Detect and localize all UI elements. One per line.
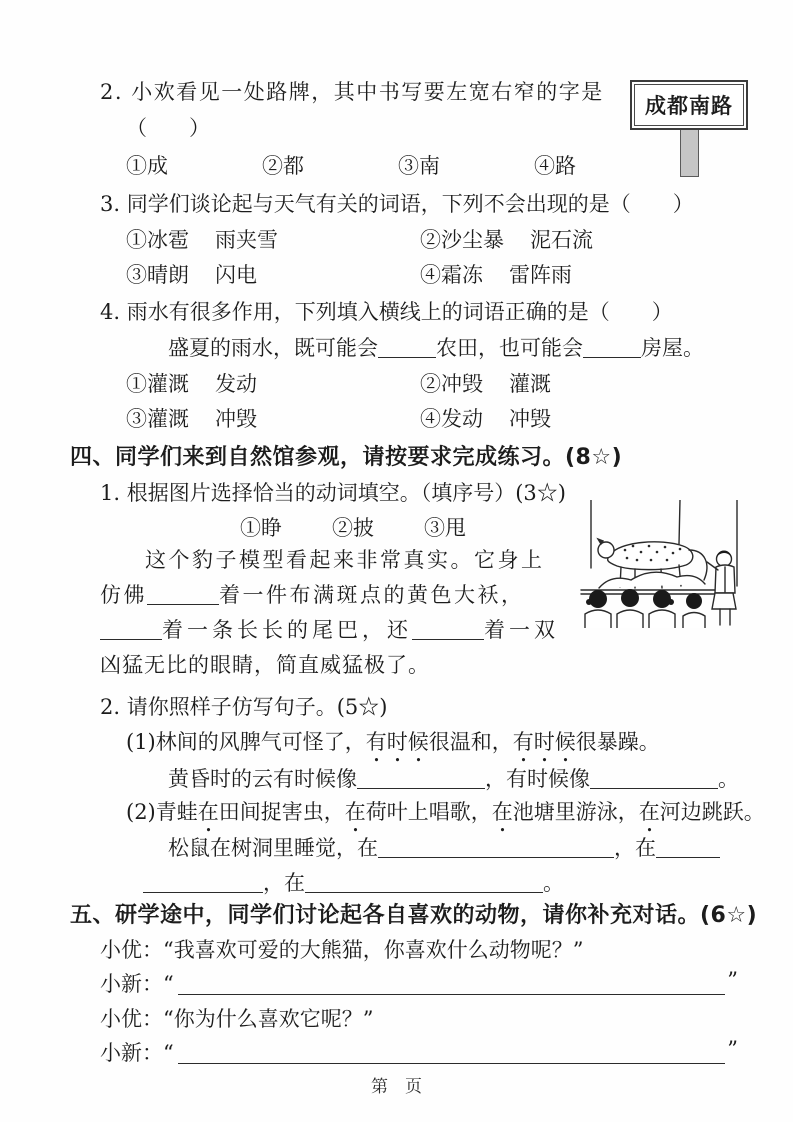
question-2-stem: 2. 小欢看见一处路牌，其中书写要左宽右窄的字是: [100, 80, 604, 104]
emphasized-text: 在: [638, 800, 660, 824]
sentence-part: 房屋。: [641, 336, 704, 360]
sentence-part: 河边跳跃。: [659, 800, 765, 824]
sentence-part: 荷叶上唱歌，: [365, 800, 492, 824]
section-4-sub2-stem: 2. 请你照样子仿写句子。(5☆): [100, 695, 388, 719]
dialogue-line-3: 小优：“你为什么喜欢它呢？”: [100, 1007, 374, 1031]
example-sentence-1: [126, 726, 660, 767]
passage-line: 凶猛无比的眼睛，简直威猛极了。: [100, 653, 430, 677]
option-item[interactable]: ③晴朗: [126, 263, 189, 287]
option-item[interactable]: ④路: [534, 154, 576, 178]
sentence-part: (1)林间的风脾气可怪了，: [126, 730, 366, 754]
speaker-label: 小新：“: [100, 972, 174, 996]
question-4-stem: 4. 雨水有很多作用，下列填入横线上的词语正确的是（ ）: [100, 300, 673, 324]
passage-line: [100, 614, 559, 644]
answer-blank[interactable]: [590, 768, 718, 789]
option-item[interactable]: ①成: [126, 154, 168, 178]
option-word: 发动: [215, 372, 257, 396]
option-item[interactable]: ①灌溉: [126, 372, 189, 396]
option-item[interactable]: ①睁: [240, 516, 282, 540]
emphasized-text: 有时候: [365, 730, 429, 754]
option-item[interactable]: ②沙尘暴: [420, 228, 504, 252]
question-4-sentence: [168, 332, 704, 362]
question-3-options-row2: [126, 259, 572, 289]
answer-blank[interactable]: [378, 837, 614, 858]
exhibit-illustration: [577, 500, 749, 628]
sentence-part: 很温和，: [428, 730, 513, 754]
sentence-part: 池塘里游泳，: [512, 800, 639, 824]
answer-blank[interactable]: [412, 619, 484, 640]
sentence-part: (2)青蛙: [126, 800, 198, 824]
emphasized-text: 有时候: [512, 730, 576, 754]
emphasized-text: 在: [197, 800, 219, 824]
passage-part: 着一双: [484, 618, 559, 642]
option-item[interactable]: ③灌溉: [126, 407, 189, 431]
option-item[interactable]: ②披: [332, 516, 374, 540]
option-word: 灌溉: [509, 372, 551, 396]
dialogue-line-1: 小优：“我喜欢可爱的大熊猫，你喜欢什么动物呢？”: [100, 938, 584, 962]
option-item[interactable]: ②冲毁: [420, 372, 483, 396]
answer-blank[interactable]: [583, 337, 641, 358]
question-2-options: [126, 150, 576, 180]
sentence-part: 田间捉害虫，: [218, 800, 345, 824]
option-word: 雨夹雪: [215, 228, 278, 252]
option-item[interactable]: ④霜冻: [420, 263, 483, 287]
answer-blank[interactable]: [147, 584, 219, 605]
answer-blank[interactable]: [100, 619, 162, 640]
sentence-part: 很暴躁。: [575, 730, 660, 754]
imitation-line-2b: [143, 867, 564, 897]
verb-options: [240, 512, 516, 542]
option-item[interactable]: ③南: [398, 154, 440, 178]
answer-blank[interactable]: [305, 872, 543, 893]
emphasized-text: 在: [344, 800, 366, 824]
passage-part: 着一条长长的尾巴，还: [162, 618, 412, 642]
answer-blank[interactable]: [656, 837, 720, 858]
sentence-part: 。: [543, 871, 564, 895]
road-sign-label: 成都南路: [634, 84, 744, 126]
option-word: 冲毁: [509, 407, 551, 431]
speaker-label: 小新：“: [100, 1041, 174, 1065]
page-footer: 第 页: [371, 1077, 422, 1097]
sentence-part: ，在: [263, 871, 305, 895]
option-item[interactable]: ③甩: [424, 516, 466, 540]
question-4-options-row1: [126, 368, 551, 398]
closing-quote: ”: [727, 1037, 738, 1061]
question-4-options-row2: [126, 403, 551, 433]
option-word: 泥石流: [530, 228, 593, 252]
imitation-line-1: [168, 763, 739, 793]
option-word: 雷阵雨: [509, 263, 572, 287]
answer-blank[interactable]: [178, 1043, 726, 1064]
sentence-part: 农田，也可能会: [436, 336, 583, 360]
passage-part: 着一件布满斑点的黄色大袄，: [219, 583, 525, 607]
sentence-part: 松鼠在树洞里睡觉，在: [168, 836, 378, 860]
sentence-part: ，有时候像: [485, 767, 590, 791]
answer-blank[interactable]: [357, 768, 485, 789]
section-4-heading: 四、同学们来到自然馆参观，请按要求完成练习。(8☆): [70, 445, 623, 470]
question-3-options-row1: [126, 224, 593, 254]
answer-blank[interactable]: [143, 872, 263, 893]
option-item[interactable]: ④发动: [420, 407, 483, 431]
answer-blank[interactable]: [378, 337, 436, 358]
dialogue-line-4: [100, 1037, 738, 1067]
section-5-heading: 五、研学途中，同学们讨论起各自喜欢的动物，请你补充对话。(6☆): [70, 903, 758, 928]
dialogue-line-2: [100, 968, 738, 998]
option-word: 冲毁: [215, 407, 257, 431]
passage-line: 这个豹子模型看起来非常真实。它身上: [145, 548, 545, 572]
closing-quote: ”: [727, 968, 738, 992]
passage-line: [100, 579, 525, 609]
sentence-part: 。: [718, 767, 739, 791]
sentence-part: ，在: [614, 836, 656, 860]
option-word: 闪电: [215, 263, 257, 287]
rope: [679, 500, 680, 544]
road-sign-post: [680, 130, 699, 177]
road-sign-board: [630, 80, 748, 130]
example-sentence-2: [126, 796, 765, 837]
question-2-answer-paren[interactable]: （ ）: [126, 116, 210, 140]
option-item[interactable]: ②都: [262, 154, 304, 178]
sentence-part: 盛夏的雨水，既可能会: [168, 336, 378, 360]
passage-part: 仿佛: [100, 583, 147, 607]
option-item[interactable]: ①冰雹: [126, 228, 189, 252]
sentence-part: 黄昏时的云有时候像: [168, 767, 357, 791]
section-4-sub1-stem: 1. 根据图片选择恰当的动词填空。（填序号）(3☆): [100, 481, 566, 505]
imitation-line-2a: [168, 832, 720, 862]
question-3-stem: 3. 同学们谈论起与天气有关的词语，下列不会出现的是（ ）: [100, 192, 694, 216]
answer-blank[interactable]: [178, 974, 726, 995]
emphasized-text: 在: [491, 800, 513, 824]
road-sign: [630, 80, 748, 177]
